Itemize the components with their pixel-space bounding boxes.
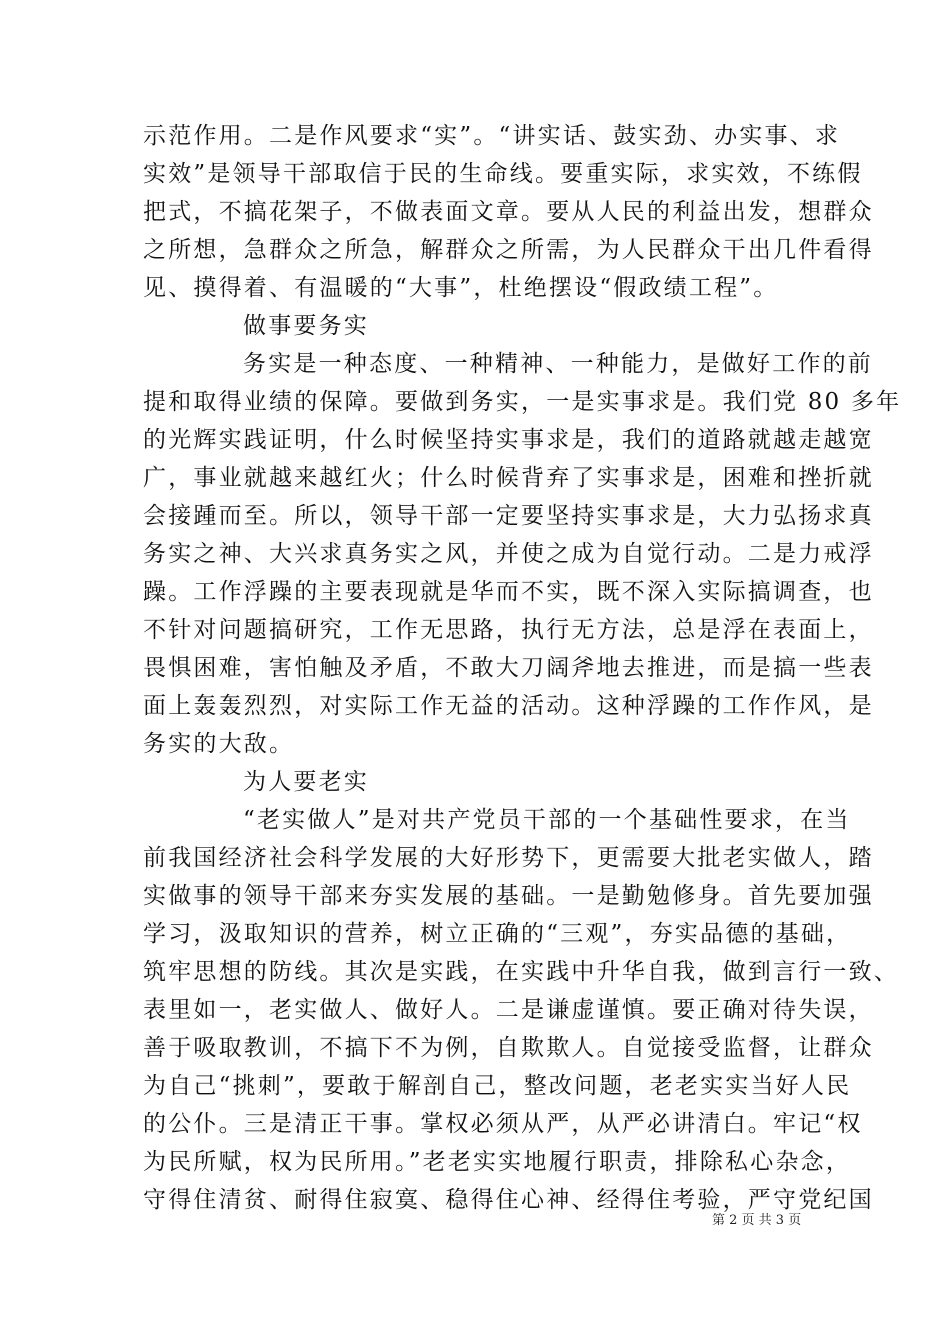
paragraph-line: 把式，不搞花架子，不做表面文章。要从人民的利益出发，想群众 [143, 199, 874, 225]
paragraph-line: 面上轰轰烈烈，对实际工作无益的活动。这种浮躁的工作作风，是 [143, 693, 874, 719]
paragraph-line: 实效”是领导干部取信于民的生命线。要重实际，求实效，不练假 [143, 161, 863, 187]
paragraph-line: 前我国经济社会科学发展的大好形势下，更需要大批老实做人，踏 [143, 845, 874, 871]
paragraph-line: 守得住清贫、耐得住寂寞、稳得住心神、经得住考验，严守党纪国 [143, 1187, 874, 1213]
paragraph-line: 不针对问题搞研究，工作无思路，执行无方法，总是浮在表面上， [143, 617, 874, 643]
paragraph-line: 务实之神、大兴求真务实之风，并使之成为自觉行动。二是力戒浮 [143, 541, 874, 567]
paragraph-line: 示范作用。二是作风要求“实”。“讲实话、鼓实劲、办实事、求 [143, 123, 841, 149]
paragraph-line: 善于吸取教训，不搞下不为例，自欺欺人。自觉接受监督，让群众 [143, 1035, 874, 1061]
paragraph-line: 的公仆。三是清正干事。掌权必须从严，从严必讲清白。牢记“权 [143, 1111, 863, 1137]
paragraph-line: 务实的大敌。 [143, 731, 295, 757]
paragraph-line: 畏惧困难，害怕触及矛盾，不敢大刀阔斧地去推进，而是搞一些表 [143, 655, 874, 681]
paragraph-line: 见、摸得着、有温暖的“大事”，杜绝摆设“假政绩工程”。 [143, 275, 779, 301]
page-number-footer: 第 2 页 共 3 页 [712, 1213, 802, 1228]
paragraph-line: 的光辉实践证明，什么时候坚持实事求是，我们的道路就越走越宽 [143, 427, 874, 453]
paragraph-line: 学习，汲取知识的营养，树立正确的“三观”，夯实品德的基础， [143, 921, 852, 947]
paragraph-line: 广，事业就越来越红火；什么时候背弃了实事求是，困难和挫折就 [143, 465, 874, 491]
paragraph-line: 躁。工作浮躁的主要表现就是华而不实，既不深入实际搞调查，也 [143, 579, 874, 605]
paragraph-line: 表里如一，老实做人、做好人。二是谦虚谨慎。要正确对待失误， [143, 997, 874, 1023]
paragraph-line: 务实是一种态度、一种精神、一种能力，是做好工作的前 [243, 351, 873, 377]
paragraph-line: 会接踵而至。所以，领导干部一定要坚持实事求是，大力弘扬求真 [143, 503, 874, 529]
paragraph-line: 实做事的领导干部来夯实发展的基础。一是勤勉修身。首先要加强 [143, 883, 874, 909]
paragraph-line: 之所想，急群众之所急，解群众之所需，为人民群众干出几件看得 [143, 237, 874, 263]
paragraph-line: 提和取得业绩的保障。要做到务实，一是实事求是。我们党 80 多年 [143, 389, 902, 415]
paragraph-line: 为自己“挑刺”，要敢于解剖自己，整改问题，老老实实当好人民 [143, 1073, 852, 1099]
paragraph-line: 筑牢思想的防线。其次是实践，在实践中升华自我，做到言行一致、 [143, 959, 899, 985]
section-heading: 为人要老实 [243, 769, 369, 795]
paragraph-line: 为民所赋，权为民所用。”老老实实地履行职责，排除私心杂念， [143, 1149, 852, 1175]
section-heading: 做事要务实 [243, 313, 369, 339]
paragraph-line: “老实做人”是对共产党员干部的一个基础性要求，在当 [243, 807, 851, 833]
